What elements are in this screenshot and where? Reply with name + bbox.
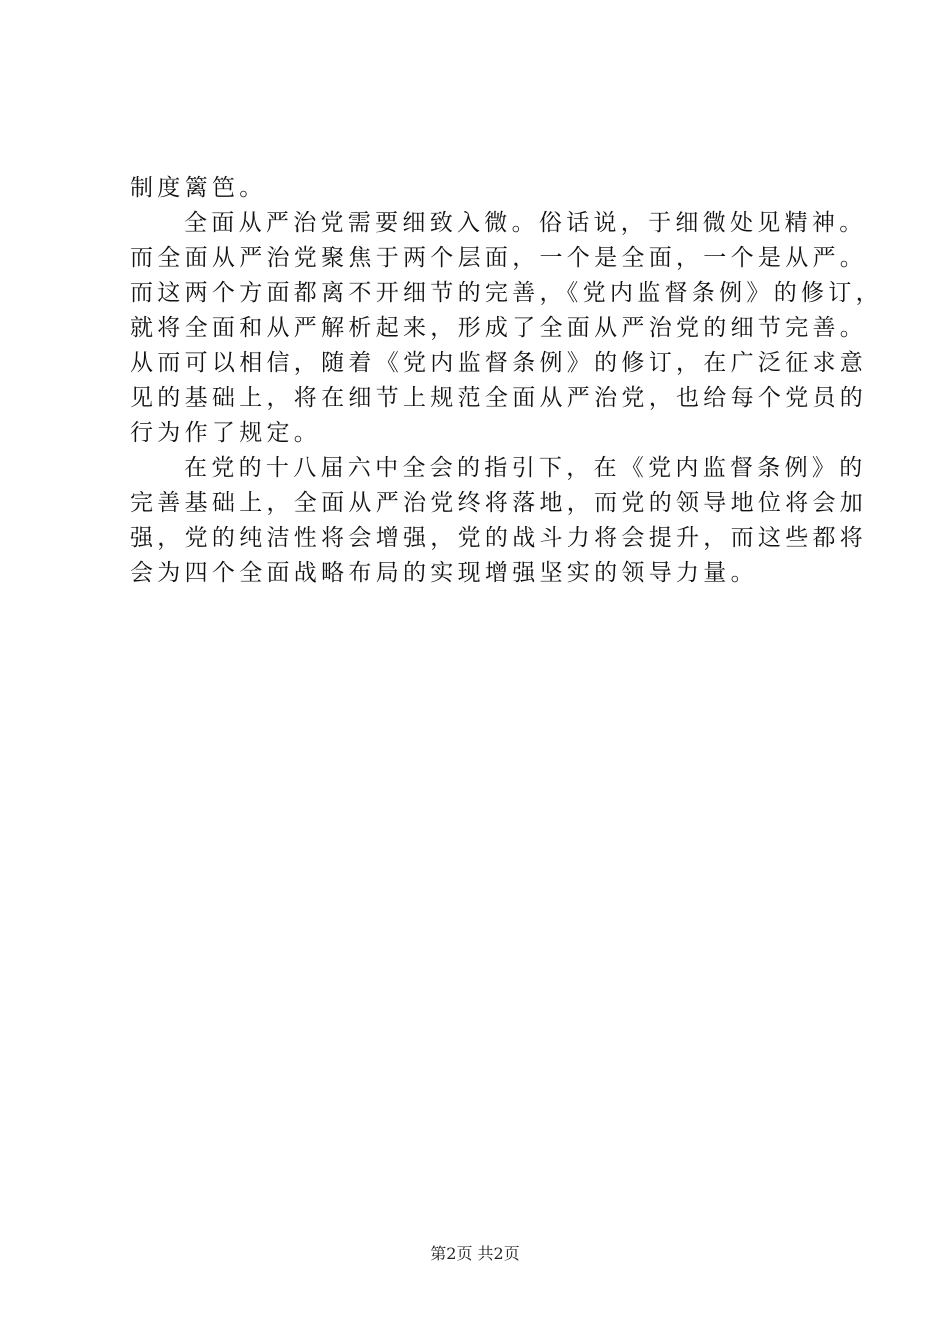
paragraph-3-line-4: 会为四个全面战略布局的实现增强坚实的领导力量。 xyxy=(130,560,758,586)
paragraph-2-line-6: 见的基础上，将在细节上规范全面从严治党，也给每个党员的 xyxy=(130,385,868,411)
paragraph-3-line-1: 在党的十八届六中全会的指引下，在《党内监督条例》的 xyxy=(184,455,867,481)
page-number-footer: 第2页 共2页 xyxy=(430,1244,520,1263)
paragraph-2-line-7: 行为作了规定。 xyxy=(130,420,322,446)
paragraph-2-line-2: 而全面从严治党聚焦于两个层面，一个是全面，一个是从严。 xyxy=(130,245,868,271)
paragraph-2-line-4: 就将全面和从严解析起来，形成了全面从严治党的细节完善。 xyxy=(130,315,868,341)
paragraph-2-line-5: 从而可以相信，随着《党内监督条例》的修订，在广泛征求意 xyxy=(130,350,868,376)
paragraph-1-line-1: 制度篱笆。 xyxy=(130,175,267,201)
paragraph-2-line-3: 而这两个方面都离不开细节的完善，《党内监督条例》的修订， xyxy=(130,280,883,306)
paragraph-3-line-2: 完善基础上，全面从严治党终将落地，而党的领导地位将会加 xyxy=(130,490,868,516)
paragraph-2-line-1: 全面从严治党需要细致入微。俗话说，于细微处见精神。 xyxy=(184,210,867,236)
paragraph-3-line-3: 强，党的纯洁性将会增强，党的战斗力将会提升，而这些都将 xyxy=(130,525,868,551)
